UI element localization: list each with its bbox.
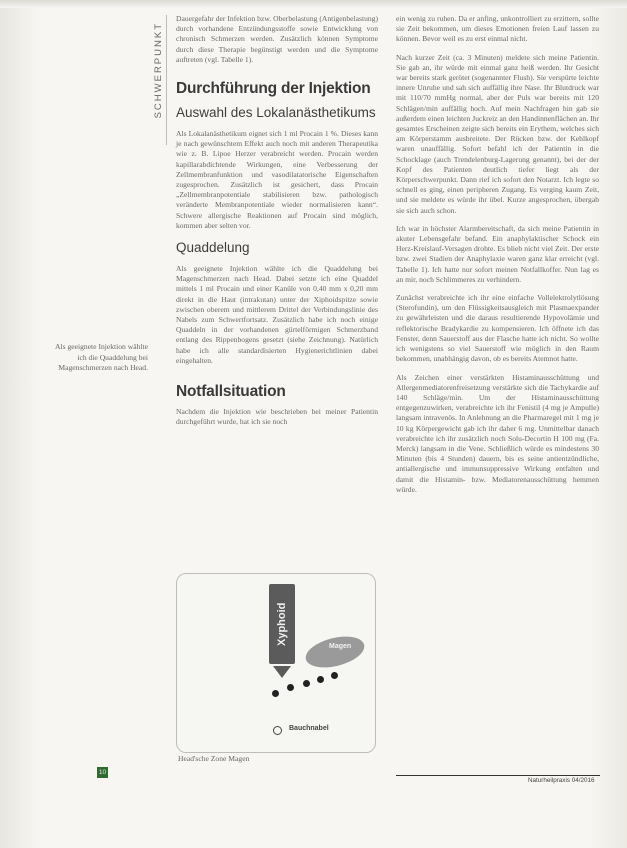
heading-quaddelung: Quaddelung (176, 240, 250, 256)
injection-dot (317, 676, 324, 683)
down-arrow-icon (273, 666, 291, 678)
margin-quote: Als geeignete Injektion wählte ich die Quaddelung bei Magenschmerzen nach Head. (55, 342, 148, 372)
paragraph-notfall: Nachdem die Injektion wie beschrieben bei meiner Patientin durchgeführt wurde, hat ich sie noch (176, 407, 378, 427)
section-divider (166, 15, 167, 145)
right-paragraph-1: ein wenig zu ruhen. Da er anfing, unkontrolliert zu erzittern, sollte sie Zeit bekommen, um dieses Emotionen freien Lauf lassen zu können. Bevor weil es zu erst einmal nicht. (396, 14, 599, 44)
navel-label: Bauchnabel (289, 725, 329, 732)
xyphoid-label: Xyphoid (276, 602, 288, 646)
journal-name: Naturheilpraxis 04/2016 (528, 777, 595, 784)
right-paragraph-4: Zunächst verabreichte ich ihr eine einfache Vollelektrolytlösung (Sterofundin), um den Flüssigkeitsausgleich mit Plasmaexpander zu gewährleisten und die daraus resultierende Hypovolämie und reflektorische Bradykardie zu kompensieren. Ich öffnete ich das Fenster, denn Sauerstoff aus der Flasche hatte ich nicht. So wollte ich wenigstens so viel Sauerstoff wie möglich in den Raum bekommen, unabhängig davon, ob es bereits Atemnot hatte. (396, 293, 599, 364)
injection-dot (303, 680, 310, 687)
right-paragraph-3: Ich war in höchster Alarmbereitschaft, da sich meine Patientin in akuter Lebensgefahr befand. Ein anaphylaktischer Schock ein Herz-Kreislauf-Versagen drohte. Es blieb nicht viel Zeit. Der erste bzw. zwei Stadien der Anaphylaxie waren ganz klar erreicht (vgl. Tabelle 1). Ich hatte nur sofort meinen Notfallkoffer. Nun lag es an mir, noch Schlimmeres zu verhindern. (396, 223, 599, 284)
heading-durchfuehrung: Durchführung der Injektion (176, 80, 371, 98)
injection-dot (287, 684, 294, 691)
heading-notfallsituation: Notfallsituation (176, 383, 286, 401)
section-label: SCHWERPUNKT (153, 22, 164, 119)
footer-divider (396, 775, 600, 776)
paragraph-lokalanaesthetikum: Als Lokalanästhetikum eignet sich 1 ml Procain 1 %. Dieses kann je nach gewünschtem Effekt auch noch mit anderen Therapeutika wie z. B. Lipoe Herzer verabreicht werden. Procain werden kapillarabdichtende Wirkungen, eine Verbesserung der Zellmembranfunktion und vasodilatatorische Eigenschaften zugesprochen. Zusätzlich ist gesichert, dass Procain „Zellmembranpotentiale stabilisieren bzw. pathologisch veränderte Membranpotentiale wieder normalisieren kann“. Schwere allergische Reaktionen auf Procain sind möglich, kommen aber selten vor. (176, 129, 378, 230)
xyphoid-marker (269, 584, 295, 664)
intro-paragraph: Dauergefahr der Infektion bzw. Oberbelastung (Antigenbelastung) durch vorhandene Entzündungsstoffe sowie Entwicklung von chronisch Schmerzen werden. Zusätzlich können Symptome durch diese Therapie begünstigt werden und die Symptome auftreten (vgl. Tabelle 1). (176, 14, 378, 64)
heading-lokalanaesthetikum: Auswahl des Lokalanästhetikums (176, 105, 376, 121)
figure-caption: Head'sche Zone Magen (178, 754, 250, 763)
left-column (176, 14, 378, 435)
stomach-shape (303, 631, 368, 673)
right-paragraph-5: Als Zeichen einer verstärkten Histaminausschüttung und Allergenmediatorenfreisetzung verstärkte sich die Tachykardie auf 140 Schläge/min. Um der Histaminausschüttung entgegenzuwirken, verabreichte ich ihr Fenistil (4 mg je Ampulle) langsam intravenös. In Anlehnung an die Pharmaregel mit 1 mg je 10 kg Körpergewicht gab ich ihr daher 6 mg. Unmittelbar danach verabreichte ich ihr zusätzlich noch Solu-Decortin H 100 mg (Fa. Merck) langsam in die Vene. Schließlich würde es mindestens 30 Minuten (bis 4 Stunden) dauern, bis es seine antientzündliche, antiallergische und immunsuppressive Wirkung entfalten und damit die Histamin- bzw. Mediatorenausschüttung hemmen würde. (396, 372, 599, 494)
injection-dot (272, 690, 279, 697)
right-paragraph-2: Nach kurzer Zeit (ca. 3 Minuten) meldete sich meine Patientin. Sie gab an, ihr würde mit einmal ganz heiß werden. Ihr Gesicht war bereits stark gerötet (sogenannter Flush). Sie verspürte leichte innere Unruhe und sah sich auffällig ihre Nase. Ihr Blutdruck war mit 110/70 mmHg normal, aber der Puls war bereits mit 120 Schlägen/min auffällig hoch. Auf mein Nachfragen hin gab sie außerdem einen leichten Juckreiz an den Handinnenflächen an. Ihr gesamtes Erscheinen zeigte sich bereits ein Erythem, welches sich am Körperstamm ausbreitete. Der Rücken bzw. der Kehlkopf waren unauffällig. Sofort befahl ich der Patientin in die Schocklage (auch Trendelenburg-Lagerung genannt), bei der der Kopf des Patienten deutlich tiefer liegt als der Körperschwerpunkt. Dann rief ich sofort den Notarzt. Ich legte so schnell es ging, einen peripheren Zugang. Es verging kaum Zeit, und sie meldete es würde ihr übel. Kurze angesprochen, übergab sie sich auch schon. (396, 52, 599, 215)
paragraph-quaddelung: Als geeignete Injektion wählte ich die Quaddelung bei Magenschmerzen nach Head. Dabei setzte ich eine Quaddel mittels 1 ml Procain und einer Kanüle von 0,40 mm x 0,20 mm direkt in die Haut (intrakutan) unter der Xiphoidspitze sowie zwischen oberem und mittlerem Drittel der Verbindungslinie des Nabels zum Schwertfortsatz. Zusätzlich habe ich noch einige Quaddeln in der vorhandenen gürtelförmigen Schmerzband entlang des Rippenbogens gesetzt (siehe Zeichnung). Natürlich habe ich alle standardisierten Hygienerichtlinien dabei eingehalten. (176, 264, 378, 365)
head-zone-figure (176, 573, 376, 753)
stomach-label: Magen (329, 643, 352, 650)
page-top-shadow (0, 0, 627, 8)
injection-dot (331, 672, 338, 679)
navel-marker (273, 726, 282, 735)
page-number: 10 (98, 769, 107, 776)
right-column (396, 14, 599, 503)
